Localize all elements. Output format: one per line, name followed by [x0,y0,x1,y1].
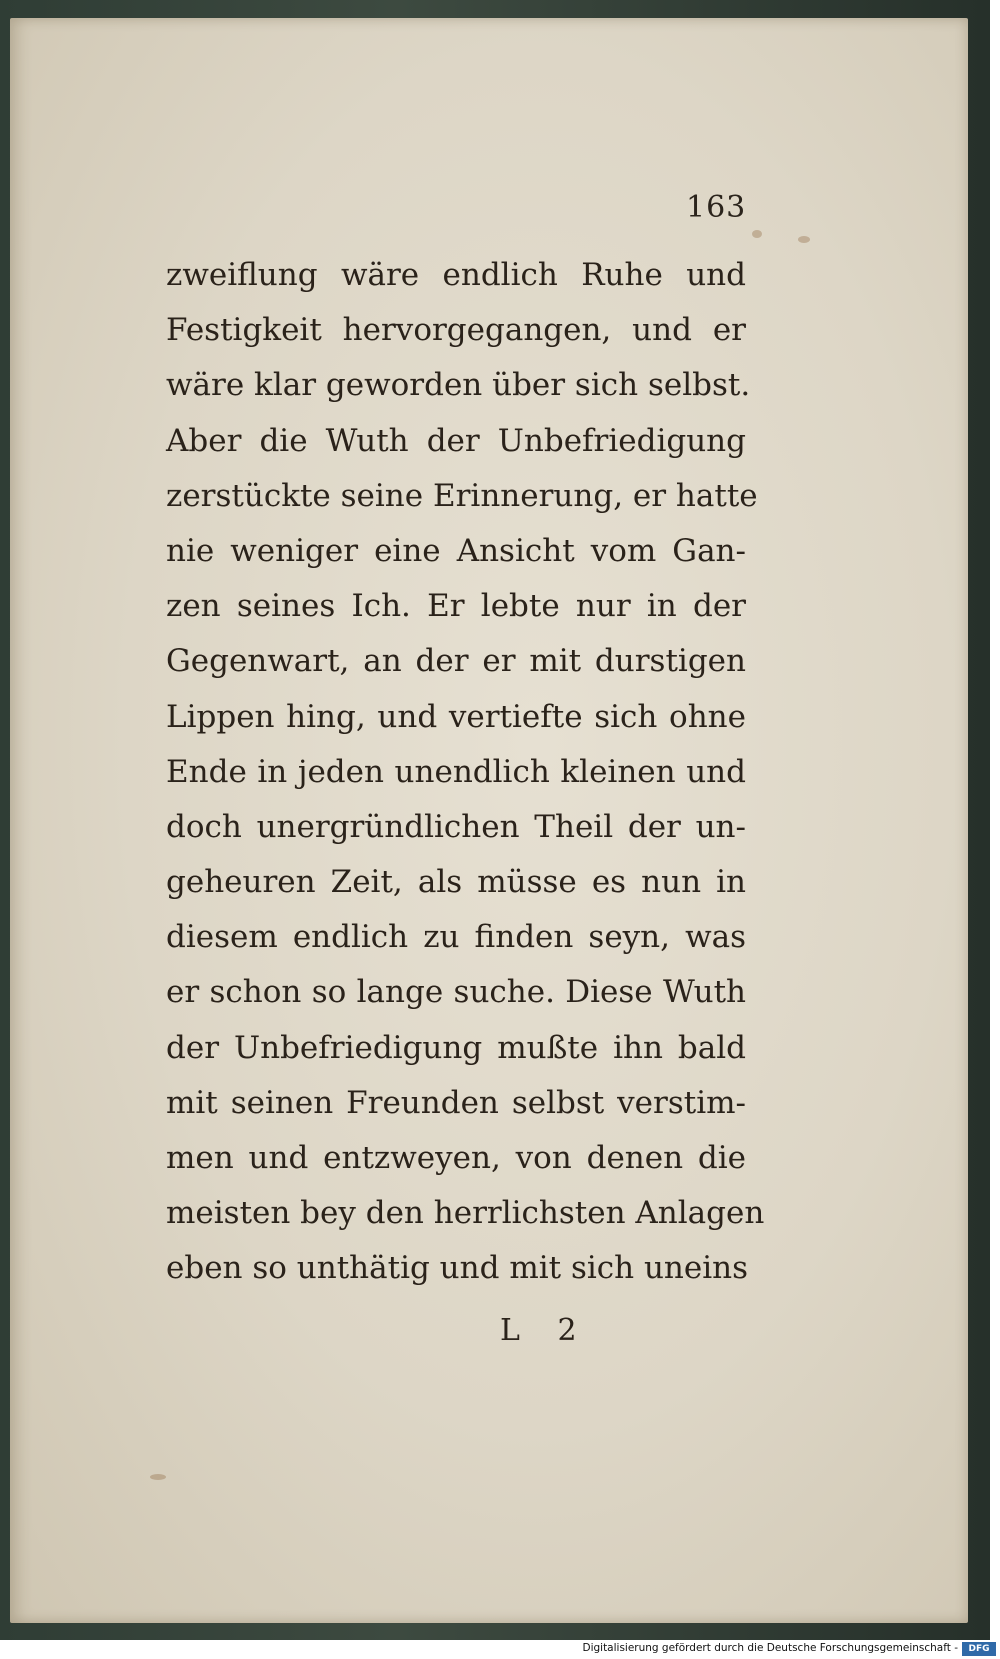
text-line: Aber die Wuth der Unbefriedigung [166,422,746,459]
text-line: Lippen hing, und vertiefte sich ohne [166,698,746,735]
body-text [166,248,765,1297]
text-line: geheuren Zeit, als müsse es nun in [166,864,746,901]
text-line: Ende in jeden unendlich kleinen und [166,753,746,790]
foxing-stain [798,236,810,243]
text-line: diesem endlich zu finden seyn, was [166,919,746,956]
text-line: meisten bey den herrlichsten Anlagen [166,1195,765,1232]
funding-credit: Digitalisierung gefördert durch die Deutsche Forschungsgemeinschaft - [582,1642,958,1654]
text-line: doch unergründlichen Theil der un- [166,808,746,845]
text-line: mit seinen Freunden selbst verstim- [166,1084,746,1121]
text-line: eben so unthätig und mit sich uneins [166,1250,749,1287]
text-line: Festigkeit hervorgegangen, und er [166,312,746,349]
footer-bar [0,1640,1000,1659]
text-line: wäre klar geworden über sich selbst. [166,367,751,404]
foxing-stain [150,1474,166,1480]
text-line: nie weniger eine Ansicht vom Gan- [166,532,746,569]
text-line: zweiflung wäre endlich Ruhe und [166,257,746,293]
signature-mark: L 2 [500,1313,591,1348]
text-line: zerstückte seine Erinnerung, er hatte [166,477,758,514]
text-line: zen seines Ich. Er lebte nur in der [166,588,746,625]
text-line: der Unbefriedigung mußte ihn bald [166,1029,746,1066]
text-line: er schon so lange suche. Diese Wuth [166,974,746,1011]
foxing-stain [752,230,762,238]
text-line: Gegenwart, an der er mit durstigen [166,643,746,680]
dfg-logo-icon: DFG [962,1642,996,1656]
page-number: 163 [686,190,747,225]
text-line: men und entzweyen, von denen die [166,1140,746,1176]
